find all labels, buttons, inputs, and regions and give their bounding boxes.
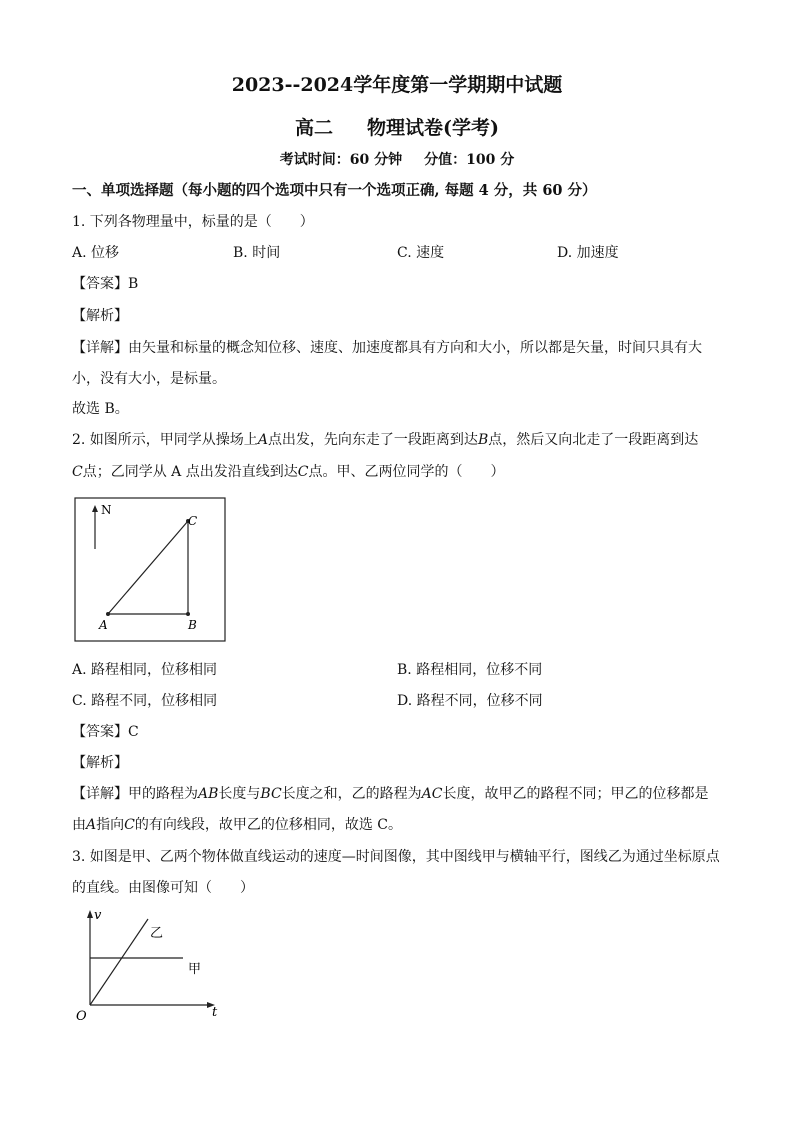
q2-detail-line1: 【详解】甲的路程为AB长度与BC长度之和，乙的路程为AC长度，故甲乙的路程不同；甲乙的位移都是 [72, 786, 709, 802]
line-yi [90, 919, 148, 1005]
q2-option-c: C. 路程不同，位移相同 [72, 693, 218, 709]
label-a: A [99, 618, 108, 632]
q1-stem: 1. 下列各物理量中，标量的是（ ） [72, 214, 314, 230]
figure-frame [75, 498, 225, 641]
exam-time: 考试时间：60 分钟 [279, 152, 403, 168]
section-heading: 一、单项选择题（每小题的四个选项中只有一个选项正确, 每题 4 分，共 60 分） [72, 182, 597, 199]
exam-info [0, 149, 794, 169]
q1-detail-tag: 【详解】 [72, 340, 128, 356]
q1-conclusion: 故选 B。 [72, 401, 129, 417]
q3-stem-line1: 3. 如图是甲、乙两个物体做直线运动的速度—时间图像，其中图线甲与横轴平行，图线乙为通过坐标原点 [72, 849, 720, 865]
q2-analysis: 【解析】 [72, 755, 128, 771]
v-axis-arrow-icon [87, 910, 93, 918]
q1-option-b: B. 时间 [233, 245, 281, 261]
north-label: N [101, 503, 112, 517]
origin-label: O [76, 1009, 87, 1024]
exam-title: 2023--2024学年度第一学期期中试题 [231, 74, 563, 96]
segment-ac [108, 521, 188, 614]
q2-figure [74, 497, 228, 644]
q1-answer: 【答案】B [72, 276, 139, 292]
q2-option-d: D. 路程不同，位移不同 [397, 693, 543, 709]
q1-option-c: C. 速度 [397, 245, 445, 261]
north-arrowhead-icon [92, 505, 98, 512]
q1-detail-line1: 【详解】由矢量和标量的概念知位移、速度、加速度都具有方向和大小，所以都是矢量，时间只具有大 [72, 340, 702, 356]
q2-detail-line2: 由A指向C的有向线段，故甲乙的位移相同，故选 C。 [72, 817, 403, 833]
subject-label: 物理试卷(学考) [367, 117, 499, 139]
q1-option-d: D. 加速度 [557, 245, 619, 261]
point-a [106, 612, 110, 616]
q3-stem-line2: 的直线。由图像可知（ ） [72, 880, 254, 896]
q1-option-a: A. 位移 [72, 245, 120, 261]
label-c: C [188, 514, 198, 528]
point-b [186, 612, 190, 616]
v-axis-label: v [94, 908, 102, 923]
q2-answer: 【答案】C [72, 724, 139, 740]
q2-option-b: B. 路程相同，位移不同 [397, 662, 543, 678]
t-axis-label: t [212, 1005, 218, 1020]
q1-detail-line2: 小，没有大小，是标量。 [72, 371, 226, 387]
q1-analysis: 【解析】 [72, 308, 128, 324]
label-b: B [188, 618, 197, 632]
yi-label: 乙 [150, 926, 164, 941]
exam-subtitle [0, 113, 794, 140]
exam-score: 分值：100 分 [424, 152, 515, 168]
q3-vt-graph [70, 905, 230, 1025]
jia-label: 甲 [188, 962, 202, 977]
q2-stem-line2: C点；乙同学从 A 点出发沿直线到达C点。甲、乙两位同学的（ ） [72, 464, 505, 480]
q2-option-a: A. 路程相同，位移相同 [72, 662, 218, 678]
q2-stem-line1: 2. 如图所示，甲同学从操场上A点出发，先向东走了一段距离到达B点，然后又向北走了一段距离到达 [72, 432, 699, 448]
grade-label: 高二 [295, 117, 334, 139]
